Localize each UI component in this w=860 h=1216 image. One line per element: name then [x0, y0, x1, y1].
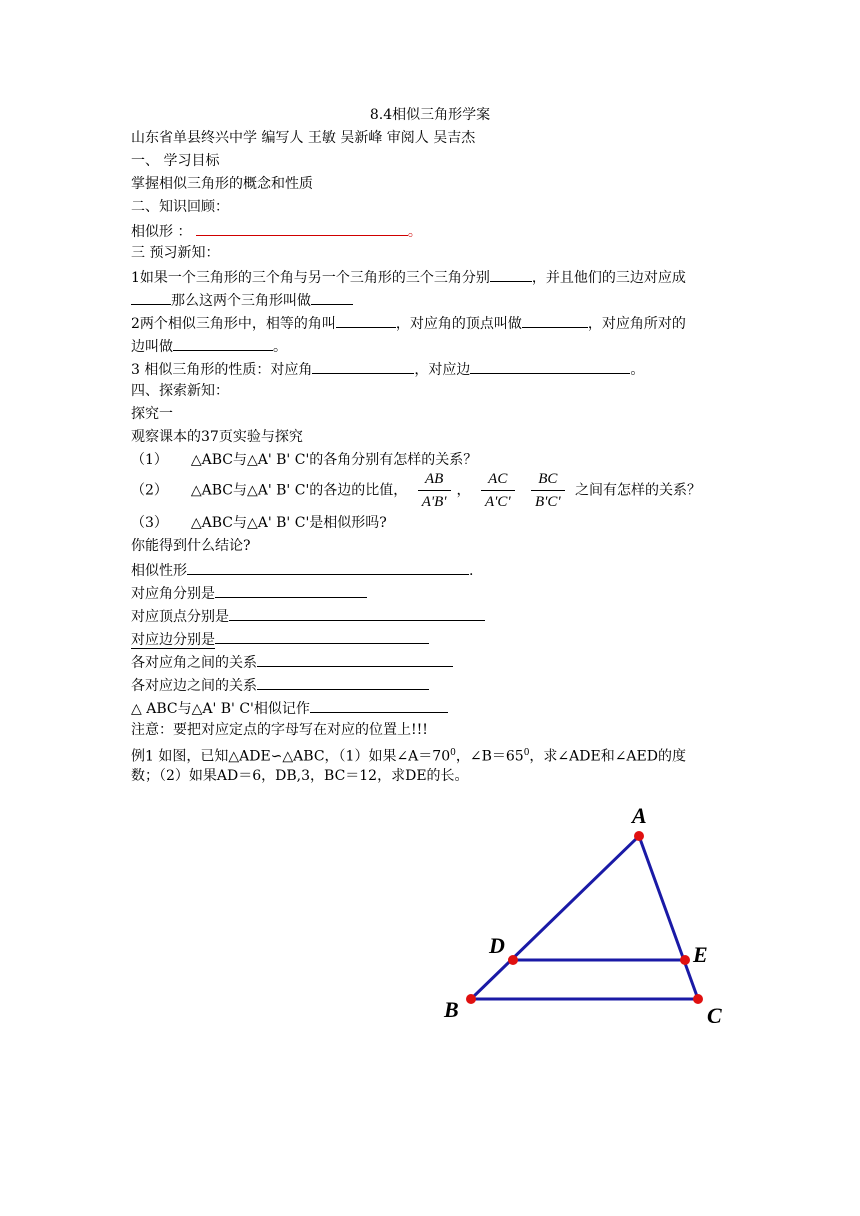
point-D — [508, 955, 518, 965]
degree-superscript: 0 — [523, 748, 530, 758]
review-question — [131, 220, 422, 242]
answer-blank[interactable] — [196, 220, 408, 236]
label-A: A — [632, 803, 647, 828]
fraction-ac — [481, 470, 515, 511]
q1-text-b: ，并且他们的三边对应成 — [531, 270, 686, 286]
explore-1: 探究一 — [131, 406, 173, 422]
part-3-number: （3） — [131, 515, 168, 531]
label-B: B — [444, 997, 459, 1022]
part-1-text: △ABC与△A' B' C'的各角分别有怎样的关系？ — [190, 452, 478, 468]
example-1-cont: 数；（2）如果AD＝6，DB,3，BC＝12，求DE的长。 — [131, 768, 469, 784]
question-2-cont — [131, 335, 287, 357]
note-text: 注意：要把对应定点的字母写在对应的位置上!!! — [131, 722, 428, 738]
fill-label: 对应角分别是 — [131, 586, 215, 602]
label-C: C — [707, 1003, 722, 1028]
fraction-numerator: BC — [531, 470, 565, 491]
separator: ， — [456, 482, 471, 499]
review-question-end: 。 — [407, 224, 422, 240]
fill-label: △ ABC与△A' B' C'相似记作 — [131, 701, 310, 717]
review-question-label: 相似形 ： — [131, 224, 192, 240]
part-3-text: △ABC与△A' B' C'是相似形吗? — [190, 515, 387, 531]
author-line: 山东省单县终兴中学 编写人 王敏 吴新峰 审阅人 吴吉杰 — [131, 130, 476, 146]
q2-text-c: ，对应角所对的 — [587, 316, 686, 332]
page-title: 8.4相似三角形学案 — [369, 107, 491, 123]
answer-blank[interactable] — [470, 358, 630, 374]
fraction-denominator: A'B' — [421, 494, 447, 510]
fill-label: 相似性形 — [131, 563, 187, 579]
conclusion-prompt: 你能得到什么结论? — [131, 538, 251, 554]
part-2-end: 之间有怎样的关系？ — [575, 482, 702, 499]
example-1 — [131, 743, 686, 767]
goal-text: 掌握相似三角形的概念和性质 — [131, 176, 313, 192]
part-2-text: △ABC与△A' B' C'的各边的比值， — [190, 482, 408, 499]
label-E: E — [693, 942, 708, 967]
example-text-c: ，求∠ADE和∠AED的度 — [529, 748, 686, 765]
section-heading-goals: 一、 学习目标 — [131, 153, 220, 169]
fill-vertices — [131, 605, 485, 627]
fraction-numerator: AB — [418, 470, 451, 491]
answer-blank[interactable] — [229, 605, 485, 621]
part-1 — [131, 450, 477, 470]
segment-AC — [639, 836, 698, 999]
fill-end: . — [469, 563, 474, 579]
point-A — [634, 831, 644, 841]
question-2 — [131, 312, 686, 334]
question-1-cont — [131, 289, 353, 311]
question-1 — [131, 266, 686, 288]
answer-blank[interactable] — [187, 559, 469, 575]
fill-label: 对应顶点分别是 — [131, 609, 229, 625]
fill-label: 各对应角之间的关系 — [131, 655, 257, 671]
question-3 — [131, 358, 644, 380]
answer-blank[interactable] — [215, 628, 429, 644]
part-2-number: （2） — [131, 482, 168, 499]
q2-text-d: 边叫做 — [131, 339, 173, 355]
q2-text-a: 2两个相似三角形中，相等的角叫 — [131, 316, 336, 332]
fraction-bc — [531, 470, 565, 511]
answer-blank[interactable] — [257, 651, 453, 667]
segment-AB — [471, 836, 639, 999]
fill-label: 对应边分别是 — [131, 632, 215, 648]
fill-label: 各对应边之间的关系 — [131, 678, 257, 694]
fraction-ab — [418, 470, 451, 511]
part-1-number: （1） — [131, 452, 168, 468]
part-3 — [131, 513, 387, 533]
fill-side-relation — [131, 674, 429, 696]
answer-blank[interactable] — [173, 335, 273, 351]
answer-blank[interactable] — [310, 697, 448, 713]
fraction-numerator: AC — [481, 470, 515, 491]
section-heading-review: 二、知识回顾： — [131, 199, 229, 215]
point-E — [680, 955, 690, 965]
example-text-b: ，∠B＝65 — [455, 748, 524, 765]
observe-text: 观察课本的37页实验与探究 — [131, 429, 303, 445]
answer-blank[interactable] — [311, 289, 353, 305]
label-D: D — [489, 933, 505, 958]
example-text-a: 例1 如图，已知△ADE∽△ABC，（1）如果∠A＝70 — [131, 748, 451, 765]
q3-text-b: ，对应边 — [414, 362, 471, 378]
q2-text-b: ，对应角的顶点叫做 — [395, 316, 522, 332]
section-heading-explore: 四、探索新知： — [131, 383, 229, 399]
q1-text-c: 那么这两个三角形叫做 — [171, 293, 311, 309]
section-heading-preview: 三 预习新知： — [131, 245, 220, 261]
point-C — [693, 994, 703, 1004]
fill-angle-relation — [131, 651, 453, 673]
answer-blank[interactable] — [490, 266, 532, 282]
answer-blank[interactable] — [336, 312, 396, 328]
answer-blank[interactable] — [257, 674, 429, 690]
degree-superscript: 0 — [450, 748, 456, 758]
answer-blank[interactable] — [215, 582, 367, 598]
fraction-denominator: B'C' — [535, 494, 561, 510]
fraction-denominator: A'C' — [484, 494, 511, 510]
answer-blank[interactable] — [522, 312, 588, 328]
q3-text-a: 3 相似三角形的性质：对应角 — [131, 362, 313, 378]
fill-notation — [131, 697, 448, 719]
fill-sides — [131, 628, 429, 650]
answer-blank[interactable] — [131, 289, 171, 305]
point-B — [466, 994, 476, 1004]
part-2 — [131, 470, 701, 511]
q2-text-e: 。 — [273, 339, 287, 355]
fill-similar — [131, 559, 473, 581]
q1-text-a: 1如果一个三角形的三个角与另一个三角形的三个三角分别 — [131, 270, 490, 286]
answer-blank[interactable] — [312, 358, 414, 374]
fill-angles — [131, 582, 367, 604]
q3-text-c: 。 — [630, 362, 645, 378]
